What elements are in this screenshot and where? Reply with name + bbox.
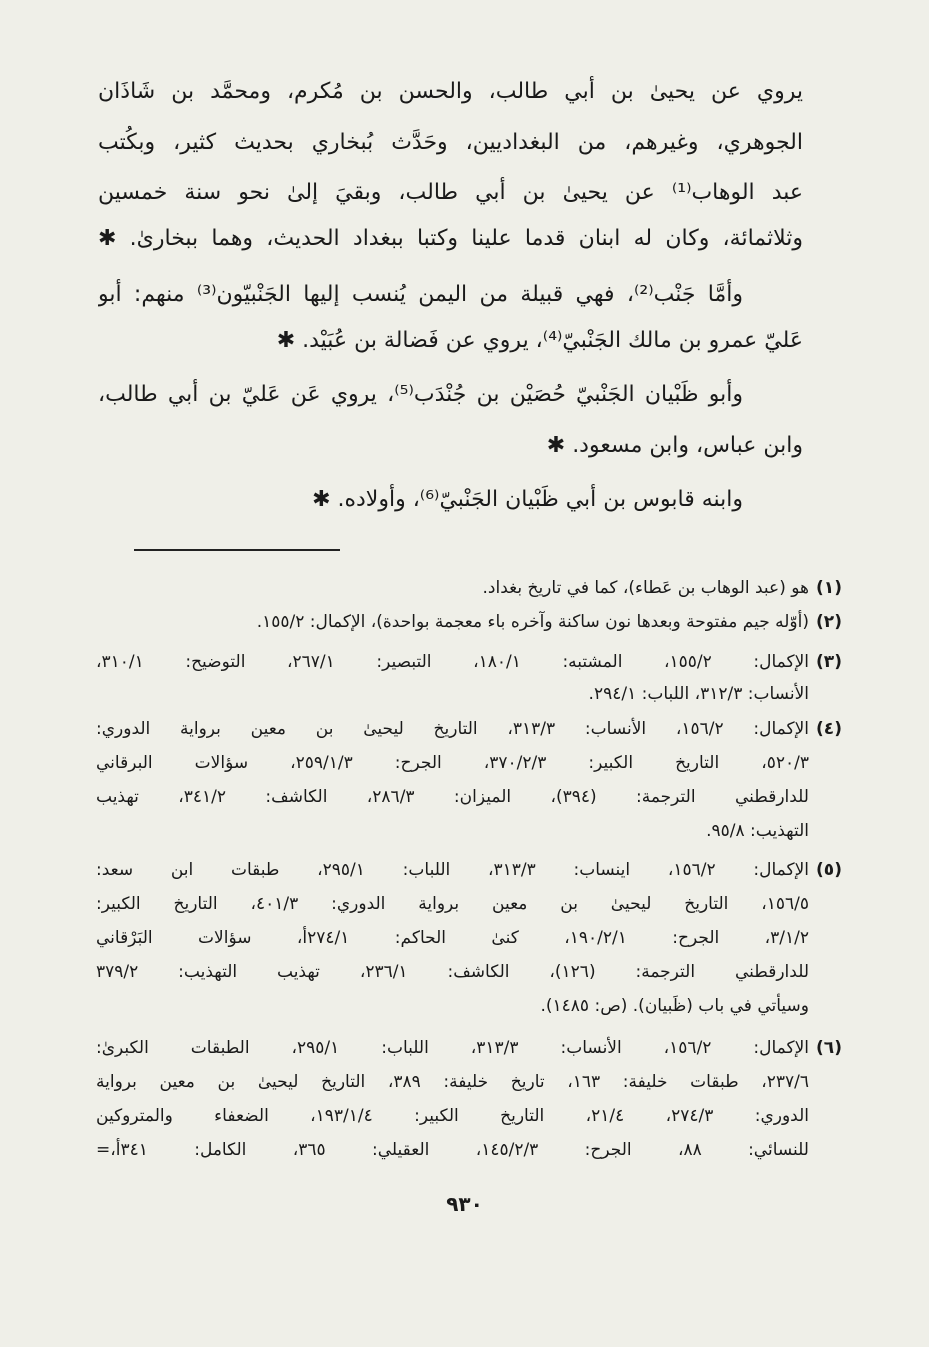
- footnote-number: (٤): [816, 719, 842, 739]
- footnote-number: (٥): [816, 860, 842, 880]
- footnote-line: للدارقطني الترجمة: (٣٩٤)، الميزان: ٢٨٦/٣، الكاشف: ٣٤١/٢، تهذيب: [96, 787, 809, 807]
- footnote-line: الإكمال: ١٥٦/٢، اينساب: ٣١٣/٣، اللباب: ٢٩٥/١، طبقات ابن سعد:: [96, 860, 809, 880]
- footnote-number: (٦): [816, 1038, 842, 1058]
- footnote-line: ١٥٦/٥، التاريخ ليحيىٰ بن معين برواية الدوري: ٤٠١/٣، التاريخ الكبير:: [96, 894, 809, 914]
- footnote-line: ٢٣٧/٦، طبقات خليفة: ١٦٣، تاريخ خليفة: ٣٨٩، التاريخ ليحيىٰ بن معين برواية: [96, 1072, 809, 1092]
- footnote-line: (أوّله جيم مفتوحة وبعدها نون ساكنة وآخره باء معجمة بواحدة)، الإكمال: ١٥٥/٢.: [256, 612, 809, 632]
- text-line: وأبو ظَبْيان الجَنْبيّ حُصَيْن بن جُنْدَب⁽⁵⁾، يروي عَن عَليّ بن أبي طالب،: [98, 382, 743, 407]
- footnote-number: (٢): [816, 612, 842, 632]
- footnote-line: هو (عبد الوهاب بن عَطاء)، كما في تاريخ بغداد.: [482, 578, 809, 598]
- text-line: الجوهري، وغيرهم، من البغداديين، وحَدَّث بُبخاري بحديث كثير، وبكُتب: [98, 130, 803, 155]
- text-line: وابنه قابوس بن أبي ظَبْيان الجَنْبيّ⁽⁶⁾، وأولاده. ✱: [312, 487, 743, 512]
- text-line: وابن عباس، وابن مسعود. ✱: [546, 433, 803, 458]
- footnote-line: ٥٢٠/٣، التاريخ الكبير: ٣٧٠/٢/٣، الجرح: ٢٥٩/١/٣، سؤالات البرقاني: [96, 753, 809, 773]
- text-line: عبد الوهاب⁽¹⁾ عن يحيىٰ بن أبي طالب، وبقيَ إلىٰ نحو سنة خمسين: [98, 180, 803, 205]
- text-line: يروي عن يحيىٰ بن أبي طالب، والحسن بن مُكرم، ومحمَّد بن شَاذَان: [98, 79, 803, 104]
- text-line: وأمَّا جَنْب⁽²⁾، فهي قبيلة من اليمن يُنسب إليها الجَنْبيّون⁽³⁾ منهم: أبو: [98, 282, 743, 307]
- footnote-number: (٣): [816, 652, 842, 672]
- footnote-line: للنسائي: ٨٨، الجرح: ١٤٥/٢/٣، العقيلي: ٣٦٥، الكامل: ٣٤١أ،=: [96, 1140, 809, 1160]
- footnote-separator: [134, 549, 340, 551]
- footnote-line: التهذيب: ٩٥/٨.: [706, 821, 809, 841]
- footnote-line: الإكمال: ١٥٦/٢، الأنساب: ٣١٣/٣، التاريخ ليحيىٰ بن معين برواية الدوري:: [96, 719, 809, 739]
- footnote-line: وسيأتي في باب (ظَبيان). (ص: ١٤٨٥).: [540, 996, 809, 1016]
- footnote-line: الإكمال: ١٥٥/٢، المشتبه: ١٨٠/١، التبصير: ٢٦٧/١، التوضيح: ٣١٠/١،: [96, 652, 809, 672]
- footnote-line: الإكمال: ١٥٦/٢، الأنساب: ٣١٣/٣، اللباب: ٢٩٥/١، الطبقات الكبرىٰ:: [96, 1038, 809, 1058]
- footnote-line: الأنساب: ٣١٢/٣، اللباب: ٢٩٤/١.: [588, 684, 809, 704]
- footnote-number: (١): [816, 578, 842, 598]
- page-number: ٩٣٠: [446, 1192, 483, 1216]
- footnote-line: ٣/١/٢، الجرح: ١٩٠/٢/١، كنىٰ الحاكم: ٢٧٤/١أ، سؤالات البَرْقاني: [96, 928, 809, 948]
- footnote-line: للدارقطني الترجمة: (١٢٦)، الكاشف: ٢٣٦/١، تهذيب التهذيب: ٣٧٩/٢: [96, 962, 809, 982]
- text-line: عَليّ عمرو بن مالك الجَنْبيّ⁽⁴⁾، يروي عن فَضالة بن عُبَيْد. ✱: [276, 328, 803, 353]
- footnote-line: الدوري: ٢٧٤/٣، ٢١/٤، التاريخ الكبير: ١٩٣/١/٤، الضعفاء والمتروكين: [96, 1106, 809, 1126]
- text-line: وثلاثمائة، وكان له ابنان قدما علينا وكتبا ببغداد الحديث، وهما ببخارىٰ. ✱: [98, 226, 803, 251]
